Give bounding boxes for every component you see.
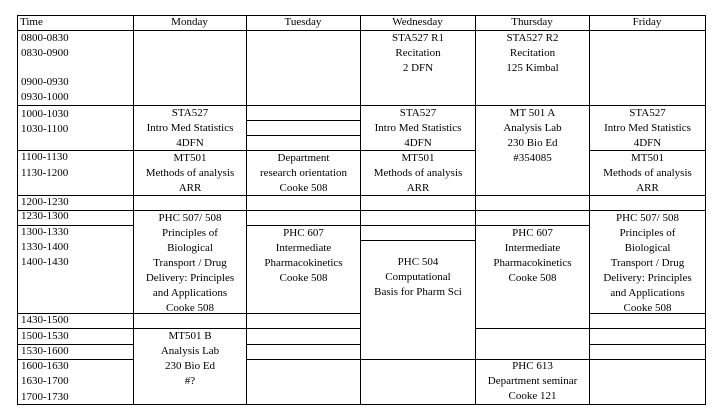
- class-line: 4DFN: [404, 137, 432, 149]
- class-line: STA527: [399, 107, 437, 119]
- class-line: Principles of: [162, 227, 218, 239]
- class-line: Cooke 508: [623, 302, 672, 314]
- class-block-wednesday: [361, 106, 475, 150]
- class-line: PHC 607: [283, 227, 324, 239]
- class-block-monday: [134, 106, 246, 150]
- class-line: Transport / Drug: [153, 257, 227, 269]
- time-slot-label: 0830-0900: [21, 47, 69, 59]
- class-block-friday: [590, 151, 705, 195]
- class-line: Pharmacokinetics: [264, 257, 343, 269]
- time-slot-label: 1000-1030: [21, 108, 69, 120]
- class-line: Department seminar: [487, 375, 578, 387]
- class-line: Basis for Pharm Sci: [374, 286, 462, 298]
- class-block-friday: [590, 106, 705, 150]
- cell-divider-col2-1: [246, 120, 360, 121]
- class-block-tuesday: [247, 151, 360, 195]
- class-line: MT501: [401, 152, 435, 164]
- class-line: Transport / Drug: [610, 257, 685, 269]
- class-line: 4DFN: [633, 137, 662, 149]
- time-slot-label: 1400-1430: [21, 256, 69, 268]
- class-line: Cooke 508: [279, 182, 328, 194]
- class-line: ARR: [406, 182, 430, 194]
- header-day-friday: Friday: [632, 16, 662, 28]
- class-block-monday: [134, 329, 246, 391]
- time-row-divider-0: [17, 105, 133, 106]
- time-slot-label: 1230-1300: [21, 210, 69, 222]
- cell-divider-col4-4: [475, 328, 589, 329]
- class-line: STA527: [629, 107, 666, 119]
- class-line: MT 501 A: [509, 107, 556, 119]
- class-line: Department: [277, 152, 330, 164]
- header-time: Time: [20, 16, 43, 28]
- class-block-wednesday: [361, 31, 475, 91]
- class-line: Intro Med Statistics: [146, 122, 234, 134]
- class-line: Delivery: Principles: [603, 272, 692, 284]
- time-slot-label: 0800-0830: [21, 32, 69, 44]
- cell-divider-col3-7: [360, 404, 475, 405]
- cell-divider-col2-5: [246, 210, 360, 211]
- time-slot-label: 1130-1200: [21, 167, 69, 179]
- class-line: Intermediate: [275, 242, 332, 254]
- class-line: Cooke 508: [166, 302, 214, 314]
- cell-divider-col5-6: [589, 344, 705, 345]
- time-slot-label: 1600-1630: [21, 360, 69, 372]
- cell-divider-col5-7: [589, 359, 705, 360]
- class-block-thursday: [476, 226, 589, 286]
- class-line: Intermediate: [504, 242, 561, 254]
- cell-divider-col3-6: [360, 359, 475, 360]
- class-block-tuesday: [247, 226, 360, 286]
- time-slot-label: 0900-0930: [21, 76, 69, 88]
- class-line: Cooke 508: [508, 272, 557, 284]
- class-line: MT501: [173, 152, 207, 164]
- cell-divider-col3-4: [360, 225, 475, 226]
- cell-divider-col4-6: [475, 404, 589, 405]
- cell-divider-col2-11: [246, 404, 360, 405]
- class-line: PHC 613: [512, 360, 553, 372]
- class-line: Principles of: [619, 227, 676, 239]
- class-line: Methods of analysis: [603, 167, 692, 179]
- header-day-monday: Monday: [171, 16, 208, 28]
- class-line: PHC 607: [512, 227, 553, 239]
- class-line: ARR: [636, 182, 659, 194]
- class-line: STA527 R2: [506, 32, 559, 44]
- cell-divider-col4-1: [475, 195, 589, 196]
- class-line: Biological: [167, 242, 213, 254]
- class-line: Cooke 508: [279, 272, 328, 284]
- class-line: Computational: [385, 271, 451, 283]
- class-line: Delivery: Principles: [145, 272, 235, 284]
- class-block-friday: [590, 211, 705, 313]
- cell-divider-col1-6: [133, 404, 246, 405]
- class-block-thursday: [476, 106, 589, 168]
- time-slot-label: 1700-1730: [21, 391, 69, 403]
- cell-divider-col2-9: [246, 344, 360, 345]
- cell-divider-col2-0: [246, 105, 360, 106]
- class-line: 230 Bio Ed: [164, 360, 216, 372]
- cell-divider-col3-3: [360, 210, 475, 211]
- class-line: 4DFN: [176, 137, 204, 149]
- cell-divider-col2-7: [246, 313, 360, 314]
- class-line: research orientation: [259, 167, 348, 179]
- time-slot-label: 1100-1130: [21, 151, 68, 163]
- class-line: and Applications: [152, 287, 228, 299]
- class-line: Methods of analysis: [145, 167, 235, 179]
- class-line: PHC 507/ 508: [158, 212, 222, 224]
- class-line: Recitation: [509, 47, 556, 59]
- time-slot-label: 1500-1530: [21, 330, 69, 342]
- table-top-border: [17, 15, 706, 16]
- cell-divider-col5-8: [589, 404, 705, 405]
- class-line: STA527 R1: [392, 32, 444, 44]
- class-line: 125 Kimbal: [506, 62, 559, 74]
- header-day-wednesday: Wednesday: [392, 16, 443, 28]
- class-block-thursday: [476, 31, 589, 91]
- class-line: Methods of analysis: [373, 167, 463, 179]
- time-slot-label: 0930-1000: [21, 91, 69, 103]
- time-slot-label: 1300-1330: [21, 226, 69, 238]
- time-slot-label: 1430-1500: [21, 314, 69, 326]
- class-line: PHC 504: [397, 256, 439, 268]
- class-block-wednesday: [361, 255, 475, 315]
- column-divider-6: [705, 15, 706, 405]
- time-slot-label: 1530-1600: [21, 345, 69, 357]
- class-line: 2 DFN: [402, 62, 434, 74]
- class-block-monday: [134, 211, 246, 313]
- time-slot-label: 1200-1230: [21, 196, 69, 208]
- class-line: STA527: [171, 107, 209, 119]
- class-line: Cooke 121: [508, 390, 557, 402]
- class-block-wednesday: [361, 151, 475, 195]
- class-line: Analysis Lab: [160, 345, 220, 357]
- class-line: #354085: [513, 152, 552, 164]
- cell-divider-col5-5: [589, 328, 705, 329]
- cell-divider-col4-2: [475, 210, 589, 211]
- time-slot-label: 1030-1100: [21, 123, 69, 135]
- time-slot-label: 1630-1700: [21, 375, 69, 387]
- class-line: ARR: [178, 182, 202, 194]
- header-day-thursday: Thursday: [511, 16, 553, 28]
- class-line: 230 Bio Ed: [507, 137, 558, 149]
- time-slot-label: 1330-1400: [21, 241, 69, 253]
- cell-divider-col2-2: [246, 135, 360, 136]
- header-day-tuesday: Tuesday: [284, 16, 322, 28]
- class-line: Intro Med Statistics: [374, 122, 462, 134]
- class-block-monday: [134, 151, 246, 195]
- cell-divider-col3-5: [360, 240, 475, 241]
- class-line: MT501: [631, 152, 664, 164]
- class-block-thursday: [476, 359, 589, 404]
- class-line: Pharmacokinetics: [493, 257, 572, 269]
- class-line: Recitation: [395, 47, 441, 59]
- cell-divider-col2-8: [246, 328, 360, 329]
- class-line: MT501 B: [168, 330, 212, 342]
- class-line: and Applications: [610, 287, 685, 299]
- class-line: PHC 507/ 508: [616, 212, 679, 224]
- class-line: #?: [184, 375, 196, 387]
- class-line: Intro Med Statistics: [604, 122, 691, 134]
- class-line: Biological: [624, 242, 671, 254]
- cell-divider-col2-10: [246, 359, 360, 360]
- class-line: Analysis Lab: [503, 122, 562, 134]
